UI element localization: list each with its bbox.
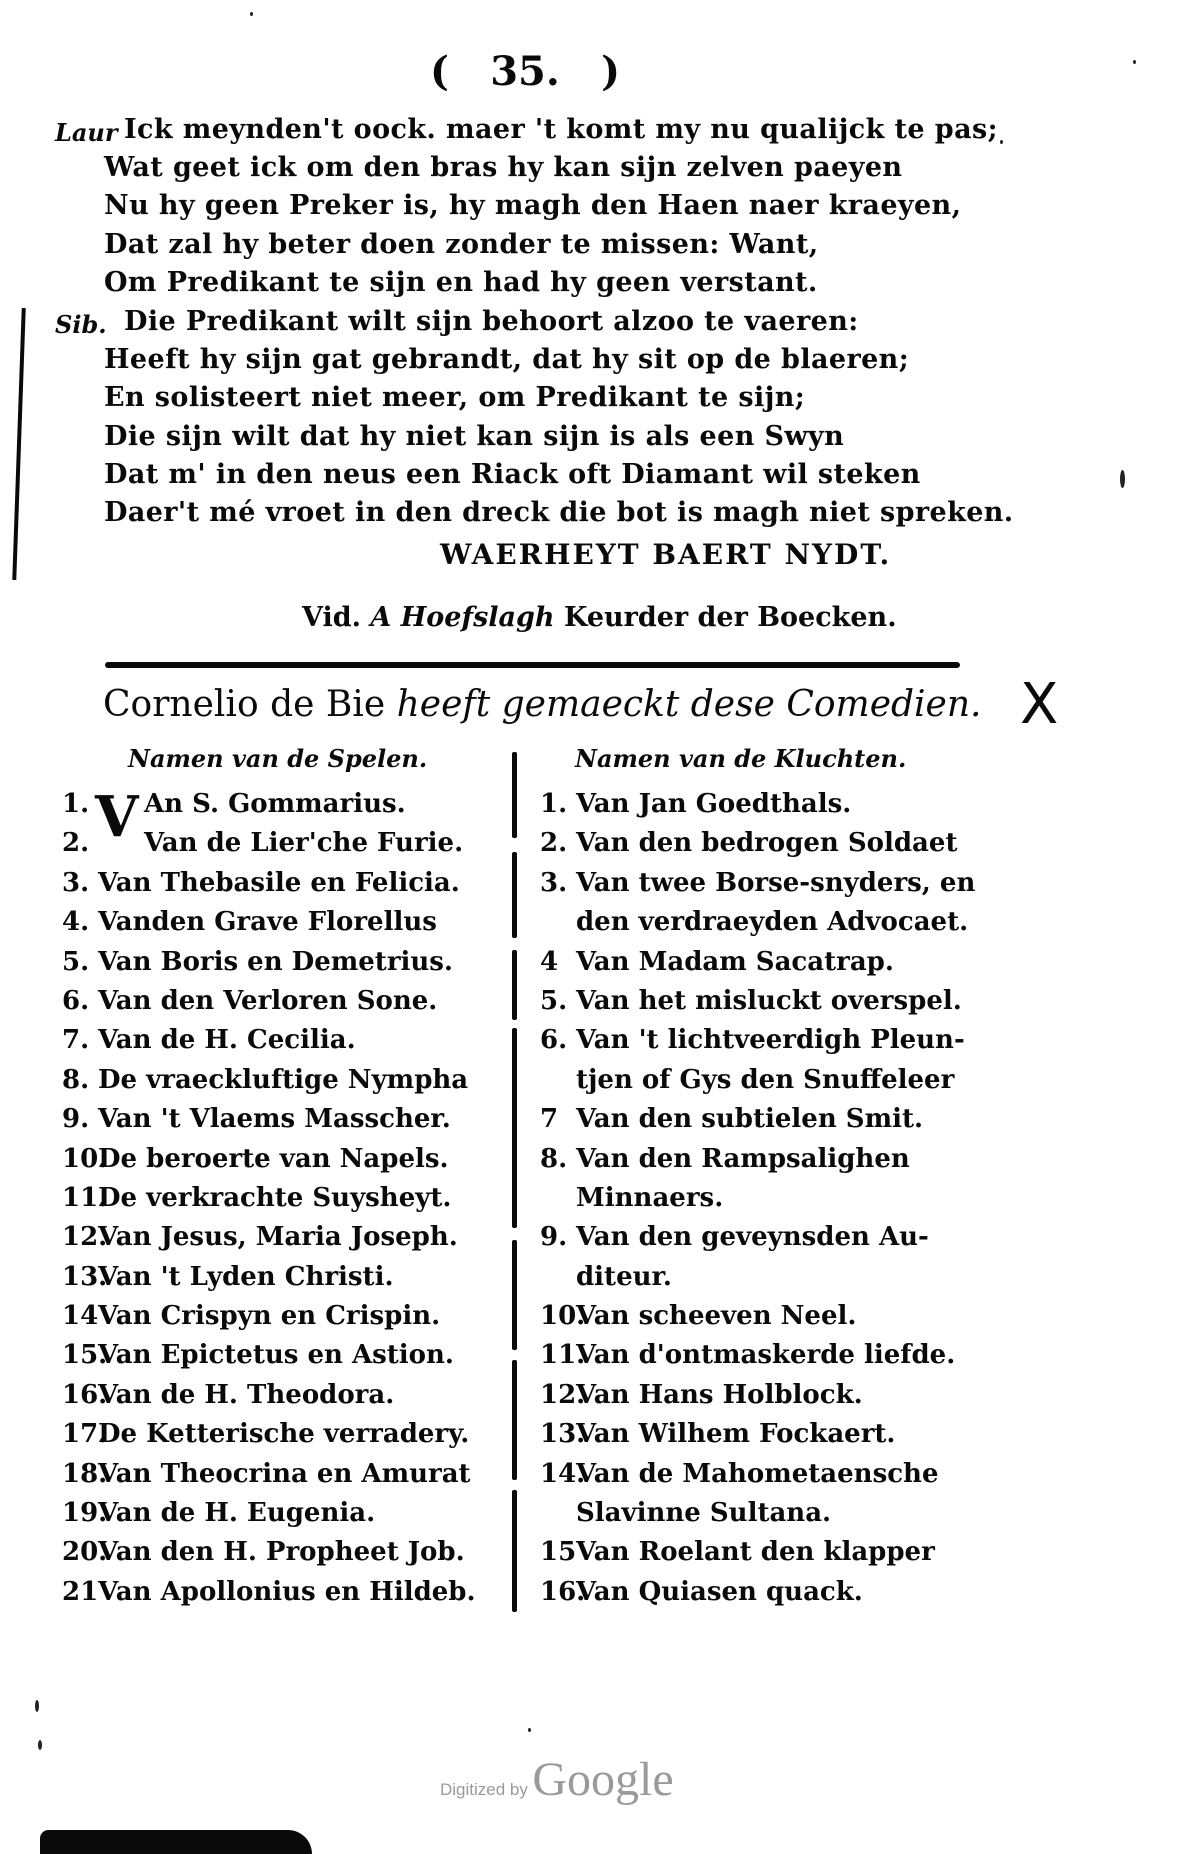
list-item: 12.Van Jesus, Maria Joseph. [62,1222,458,1253]
column-divider [512,752,517,838]
list-item: 20.Van den H. Propheet Job. [62,1537,465,1568]
list-item: 16.Van de H. Theodora. [62,1379,395,1410]
verse-line: Wat geet ick om den bras hy kan sijn zelven paeyen [104,152,903,183]
ink-speck [1000,140,1003,144]
list-item: 5. Van Boris en Demetrius. [62,946,453,977]
column-divider [512,852,517,938]
column-divider [512,950,517,1020]
list-item: 9. Van den geveynsden Au- [540,1222,929,1253]
column-divider [512,1490,517,1612]
list-item: 13.Van Wilhem Fockaert. [540,1419,896,1450]
verse-line: En solisteert niet meer, om Predikant te sijn; [104,382,806,413]
list-item: 2. Van de Lier'che Furie. [62,828,464,859]
verse-line: Heeft hy sijn gat gebrandt, dat hy sit op de blaeren; [104,344,910,375]
verse-line: Die sijn wilt dat hy niet kan sijn is als een Swyn [104,421,845,452]
watermark-prefix: Digitized by [440,1780,528,1799]
list-item: 14Van Crispyn en Crispin. [62,1301,441,1332]
section-heading [103,684,982,725]
speaker-label: Sib. [55,310,107,339]
google-logo: Google [532,1753,674,1806]
list-item: 11.De verkrachte Suysheyt. [62,1182,452,1213]
heading-author: Cornelio de Bie [103,684,386,725]
ink-speck [528,1728,531,1732]
verse-line: Nu hy geen Preker is, hy magh den Haen naer kraeyen, [104,190,962,221]
list-item: 9. Van 't Vlaems Masscher. [62,1104,451,1135]
heading-italic: heeft gemaeckt dese Comedien. [396,684,982,725]
list-item: 5. Van het misluckt overspel. [540,985,962,1016]
page-edge-ink-blot [40,1830,312,1854]
page-number-close-paren: ) [601,48,620,95]
list-item: 21Van Apollonius en Hildeb. [62,1576,476,1607]
list-item: 7. Van de H. Cecilia. [62,1025,356,1056]
margin-x-mark: X [1020,672,1059,737]
ink-speck [250,12,253,16]
list-item: Minnaers. [576,1182,724,1213]
list-item: 12.Van Hans Holblock. [540,1379,863,1410]
list-item: 7 Van den subtielen Smit. [540,1104,924,1135]
approval-name: A Hoefslagh [370,602,555,633]
list-item: Slavinne Sultana. [576,1498,832,1529]
ink-speck [1120,470,1125,488]
list-item: 15.Van Epictetus en Astion. [62,1340,454,1371]
list-item: 16.Van Quiasen quack. [540,1576,863,1607]
motto: WAERHEYT BAERT NYDT. [440,538,892,571]
list-item: diteur. [576,1261,672,1292]
digitized-watermark [440,1752,674,1807]
page-number-open-paren: ( [430,48,449,95]
approval-suffix: Keurder der Boecken. [563,602,897,633]
list-item: 8. Van den Rampsalighen [540,1143,910,1174]
approval-prefix: Vid. [302,602,362,633]
column-divider [512,1240,517,1350]
list-item: 2. Van den bedrogen Soldaet [540,828,958,859]
list-item: 8. De vraeckluftige Nympha [62,1064,469,1095]
list-item: den verdraeyden Advocaet. [576,907,969,938]
page-number-value: 35. [490,48,560,95]
page-number [430,48,620,95]
ink-speck [38,1740,42,1750]
list-item: 13.Van 't Lyden Christi. [62,1261,394,1292]
verse-line: Dat m' in den neus een Riack oft Diamant wil steken [104,459,921,490]
verse-line: Die Predikant wilt sijn behoort alzoo te vaeren: [124,306,859,337]
list-item: 6. Van 't lichtveerdigh Pleun- [540,1025,965,1056]
right-column-title: Namen van de Kluchten. [575,744,907,773]
column-divider [512,1028,517,1228]
column-divider [512,1360,517,1480]
list-item: 14.Van de Mahometaensche [540,1458,939,1489]
list-item: 11.Van d'ontmaskerde liefde. [540,1340,956,1371]
left-column-title: Namen van de Spelen. [128,744,428,773]
list-item: 3. Van twee Borse-snyders, en [540,867,976,898]
list-item: 6. Van den Verloren Sone. [62,985,438,1016]
list-item: 17.De Ketterische verradery. [62,1419,470,1450]
list-item: 4 Van Madam Sacatrap. [540,946,894,977]
ink-speck [1133,60,1136,64]
verse-line: Daer't mé vroet in den dreck die bot is magh niet spreken. [104,497,1014,528]
verse-line: Om Predikant te sijn en had hy geen verstant. [104,267,818,298]
list-item: 19.Van de H. Eugenia. [62,1498,376,1529]
list-item: 10.De beroerte van Napels. [62,1143,449,1174]
verse-line: Dat zal hy beter doen zonder te missen: Want, [104,229,819,260]
list-item: 4. Vanden Grave Florellus [62,907,437,938]
list-item: 1. Van Jan Goedthals. [540,789,852,819]
list-item: 15Van Roelant den klapper [540,1537,935,1568]
list-item: 10.Van scheeven Neel. [540,1301,857,1332]
horizontal-rule [105,662,960,668]
drop-cap: V [95,784,139,850]
ink-speck [35,1700,39,1712]
right-column-list [540,785,990,1612]
verse-line: Ick meynden't oock. maer 't komt my nu qualijck te pas; [124,114,998,145]
list-item: 1. An S. Gommarius. [62,789,406,819]
approval-line [302,602,897,633]
margin-ink-line [12,308,25,580]
list-item: 18.Van Theocrina en Amurat [62,1458,471,1489]
list-item: 3. Van Thebasile en Felicia. [62,867,460,898]
speaker-label: Laur [55,118,118,147]
left-column-list [62,785,507,1612]
list-item: tjen of Gys den Snuffeleer [576,1064,955,1095]
